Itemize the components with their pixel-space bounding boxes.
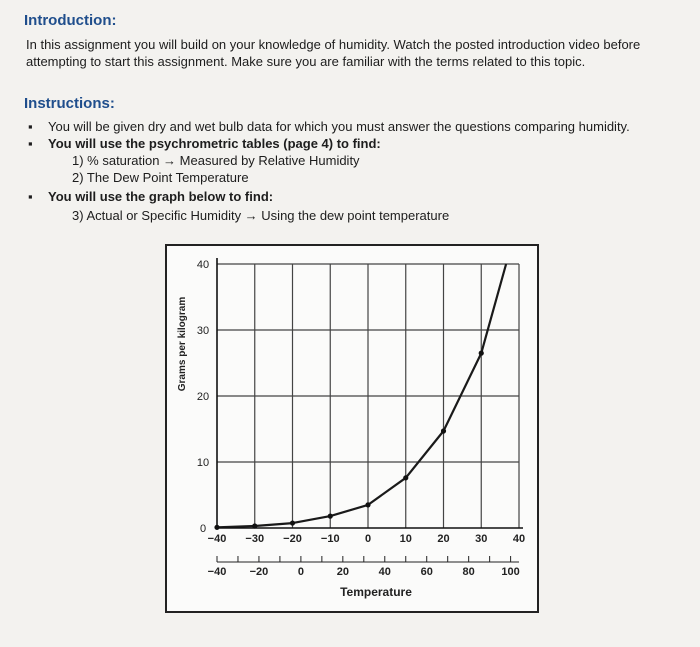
bullet-item-3	[28, 188, 273, 205]
bullet-text-3: You will use the graph below to find:	[48, 189, 274, 204]
sub-item-specific-humidity: 3) Actual or Specific Humidity → Using the dew point temperature	[72, 208, 450, 223]
x-tick-label-fahrenheit: −40	[207, 566, 227, 578]
bullet-item-1	[28, 118, 630, 135]
y-tick-label: 30	[196, 325, 210, 337]
axis-layer	[197, 258, 525, 578]
introduction-line-1: In this assignment you will build on your knowledge of humidity. Watch the posted introduction video before	[26, 37, 641, 52]
grid-layer	[217, 264, 519, 528]
instructions-heading: Instructions:	[24, 95, 115, 112]
y-axis-label: Grams per kilogram	[177, 296, 188, 392]
x-tick-label-celsius: 0	[364, 533, 372, 545]
data-point	[365, 502, 370, 507]
x-tick-label-celsius: 20	[437, 533, 450, 545]
y-tick-label: 10	[196, 457, 210, 469]
x-tick-label-celsius: −10	[320, 533, 340, 545]
bullet-text-1: You will be given dry and wet bulb data for which you must answer the questions comparing humidity.	[48, 119, 630, 134]
data-point	[290, 520, 295, 525]
x-tick-label-fahrenheit: 100	[501, 566, 520, 578]
introduction-line-2: attempting to start this assignment. Make sure you are familiar with the terms related to this topic.	[26, 54, 586, 69]
y-tick-label: 40	[196, 259, 210, 271]
x-tick-label-fahrenheit: 80	[462, 566, 475, 578]
x-tick-label-celsius: −30	[245, 533, 265, 545]
x-tick-label-fahrenheit: 60	[420, 566, 433, 578]
y-tick-label: 0	[199, 523, 207, 535]
data-point	[403, 475, 408, 480]
x-tick-label-celsius: 30	[475, 533, 488, 545]
humidity-chart-svg	[167, 246, 537, 611]
bullet-item-2	[28, 135, 381, 152]
x-tick-label-fahrenheit: 0	[297, 566, 304, 578]
x-tick-label-celsius: −40	[207, 533, 227, 545]
x-axis-label: Temperature	[340, 585, 412, 599]
y-tick-label: 20	[196, 391, 210, 403]
data-point	[441, 428, 446, 433]
x-tick-label-celsius: 40	[512, 533, 526, 545]
humidity-graph	[165, 244, 539, 613]
data-point	[328, 514, 333, 519]
x-tick-label-celsius: 10	[399, 533, 412, 545]
data-point	[479, 351, 484, 356]
bullet-marker: ▪	[28, 136, 33, 151]
bullet-marker: ▪	[28, 189, 33, 204]
sub-item-dew-point: 2) The Dew Point Temperature	[72, 170, 249, 185]
bullet-marker: ▪	[28, 119, 33, 134]
x-tick-label-fahrenheit: 20	[336, 566, 349, 578]
bullet-text-2: You will use the psychrometric tables (page 4) to find:	[48, 136, 381, 151]
x-tick-label-celsius: −20	[283, 533, 302, 545]
x-tick-label-fahrenheit: 40	[378, 566, 391, 578]
curve-layer	[214, 264, 506, 530]
introduction-heading: Introduction:	[24, 12, 117, 29]
x-tick-label-fahrenheit: −20	[249, 566, 269, 578]
sub-item-saturation: 1) % saturation → Measured by Relative Humidity	[72, 153, 360, 168]
